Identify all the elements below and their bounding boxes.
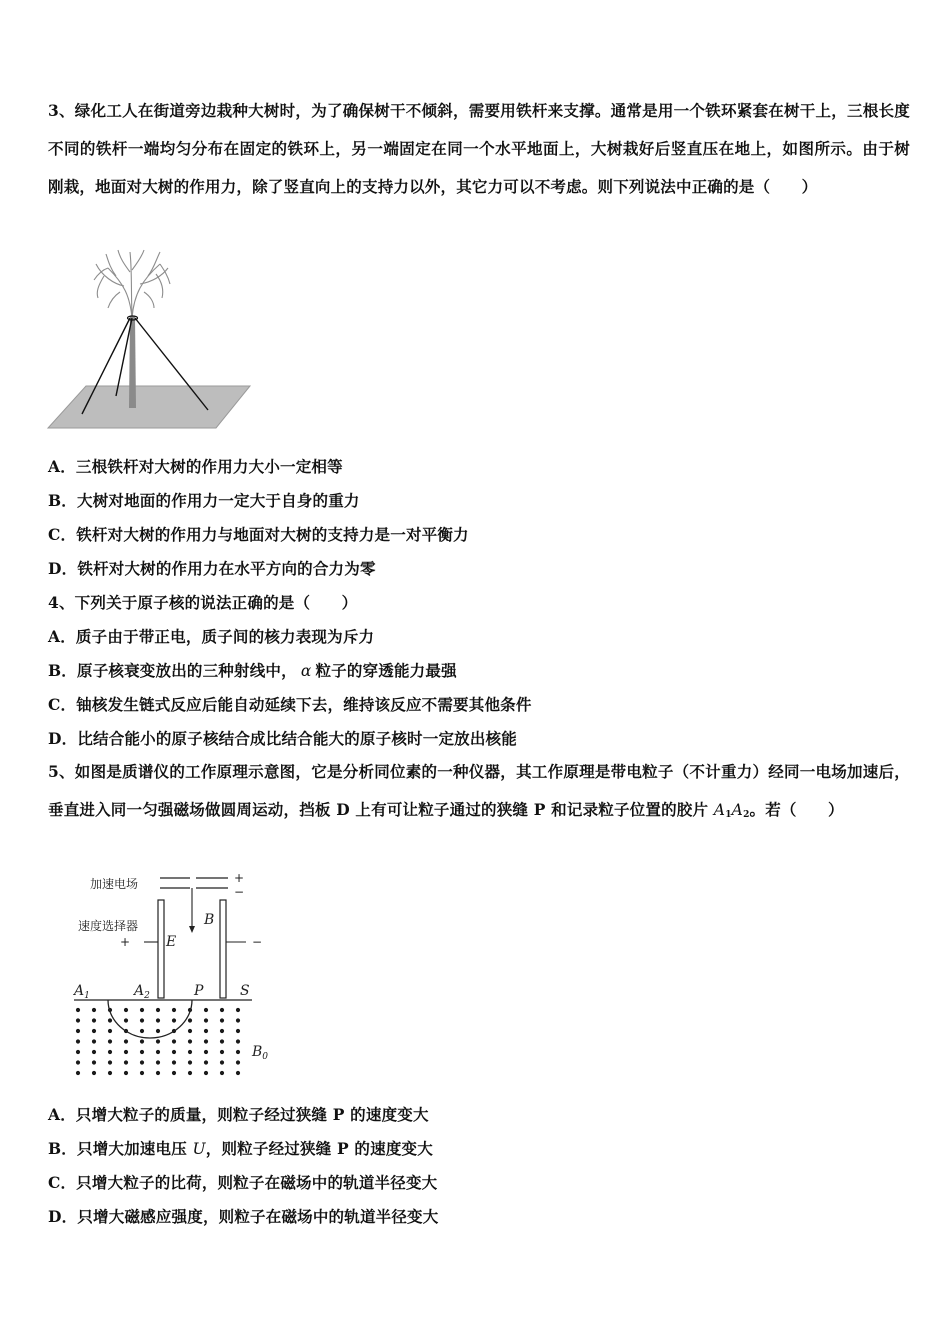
label-b0-sub: 0 — [262, 1052, 269, 1062]
field-dot — [188, 1071, 192, 1075]
field-dot — [140, 1029, 144, 1033]
magnetic-field-dots — [76, 1008, 240, 1075]
q4-option-a: A．质子由于带正电，质子间的核力表现为斥力 — [48, 627, 375, 646]
tree-support-figure — [44, 246, 254, 432]
field-dot — [124, 1071, 128, 1075]
field-dot — [220, 1029, 224, 1033]
selector-minus: − — [252, 935, 263, 949]
field-dot — [140, 1039, 144, 1043]
q5-option-b-prefix: B．只增大加速电压 — [48, 1139, 193, 1158]
film-a2-sub: 2 — [743, 810, 750, 820]
field-dot — [124, 1039, 128, 1043]
field-dot — [220, 1060, 224, 1064]
film-a2: A — [731, 801, 744, 819]
label-p: P — [194, 983, 204, 999]
field-dot — [108, 1050, 112, 1054]
field-dot — [92, 1029, 96, 1033]
field-dot — [220, 1039, 224, 1043]
field-dot — [108, 1029, 112, 1033]
field-dot — [76, 1071, 80, 1075]
field-dot — [156, 1018, 160, 1022]
q5-option-c: C．只增大粒子的比荷，则粒子在磁场中的轨道半径变大 — [48, 1173, 438, 1192]
q3-option-a: A．三根铁杆对大树的作用力大小一定相等 — [48, 457, 343, 476]
field-dot — [156, 1071, 160, 1075]
field-dot — [188, 1039, 192, 1043]
field-dot — [188, 1029, 192, 1033]
field-dot — [156, 1039, 160, 1043]
label-b0 — [251, 1044, 268, 1062]
field-dot — [204, 1060, 208, 1064]
field-dot — [220, 1018, 224, 1022]
mass-spectrometer-diagram — [68, 868, 278, 1080]
label-a1-sub: 1 — [84, 991, 90, 1001]
field-dot — [140, 1018, 144, 1022]
q4-option-b-suffix: 粒子的穿透能力最强 — [315, 661, 457, 680]
q5-stem-part1: 5、如图是质谱仪的工作原理示意图，它是分析同位素的一种仪器，其工作原理是带电粒子（不计重力）经同一电场加速后，垂直进入同一匀强磁场做圆周运动，挡板 D 上有可让粒子通过的狭缝 P 和记录粒子位置的胶片 — [48, 762, 910, 819]
field-dot — [236, 1008, 240, 1012]
label-a2-sub: 2 — [144, 991, 150, 1001]
field-dot — [172, 1008, 176, 1012]
voltage-u: U — [192, 1140, 206, 1158]
field-dot — [140, 1008, 144, 1012]
film-a1: A — [713, 801, 726, 819]
q5-option-b-suffix: ，则粒子经过狭缝 P 的速度变大 — [205, 1139, 433, 1158]
label-a2 — [132, 983, 150, 1001]
q5-stem-part2: 。若（ ） — [749, 800, 844, 819]
field-dot — [236, 1029, 240, 1033]
label-a1 — [72, 983, 90, 1001]
field-dot — [92, 1050, 96, 1054]
accel-minus: − — [234, 885, 245, 899]
field-dot — [140, 1060, 144, 1064]
question-3-stem: 3、绿化工人在街道旁边栽种大树时，为了确保树干不倾斜，需要用铁杆来支撑。通常是用一个铁环紧套在树干上，三根长度不同的铁杆一端均匀分布在固定的铁环上，另一端固定在同一个水平地面上，大树栽好后竖直压在地上，如图所示。由于树刚栽，地面对大树的作用力，除了竖直向上的支持力以外，其它力可以不考虑。则下列说法中正确的是（ ） — [48, 101, 910, 196]
q3-option-b: B．大树对地面的作用力一定大于自身的重力 — [48, 491, 360, 510]
question-5-stem — [48, 753, 910, 834]
q3-option-d: D．铁杆对大树的作用力在水平方向的合力为零 — [48, 559, 376, 578]
q4-option-c: C．铀核发生链式反应后能自动延续下去，维持该反应不需要其他条件 — [48, 695, 532, 714]
q4-option-b-prefix: B．原子核衰变放出的三种射线中， — [48, 661, 297, 680]
field-dot — [108, 1039, 112, 1043]
field-dot — [220, 1050, 224, 1054]
q3-option-c: C．铁杆对大树的作用力与地面对大树的支持力是一对平衡力 — [48, 525, 469, 544]
field-dot — [92, 1018, 96, 1022]
field-dot — [204, 1018, 208, 1022]
field-dot — [236, 1018, 240, 1022]
field-dot — [108, 1060, 112, 1064]
b-field-label: B — [204, 912, 215, 928]
field-dot — [156, 1060, 160, 1064]
field-dot — [140, 1071, 144, 1075]
alpha-symbol: α — [300, 662, 312, 680]
field-dot — [172, 1060, 176, 1064]
field-dot — [172, 1050, 176, 1054]
question-4-stem: 4、下列关于原子核的说法正确的是（ ） — [48, 593, 358, 612]
field-dot — [236, 1050, 240, 1054]
field-dot — [124, 1050, 128, 1054]
field-dot — [172, 1071, 176, 1075]
field-dot — [156, 1029, 160, 1033]
q4-option-d: D．比结合能小的原子核结合成比结合能大的原子核时一定放出核能 — [48, 729, 517, 748]
field-dot — [188, 1060, 192, 1064]
field-dot — [156, 1008, 160, 1012]
field-dot — [236, 1060, 240, 1064]
q5-option-b — [48, 1138, 433, 1160]
accel-field-label: 加速电场 — [90, 877, 139, 891]
field-dot — [172, 1018, 176, 1022]
field-dot — [108, 1018, 112, 1022]
field-dot — [220, 1008, 224, 1012]
field-dot — [220, 1071, 224, 1075]
field-dot — [156, 1050, 160, 1054]
field-dot — [76, 1008, 80, 1012]
label-a1-letter: A — [74, 983, 85, 999]
accel-plus: + — [234, 871, 245, 885]
label-s: S — [240, 983, 250, 999]
q4-option-b — [48, 660, 457, 682]
q5-option-a: A．只增大粒子的质量，则粒子经过狭缝 P 的速度变大 — [48, 1105, 429, 1124]
field-dot — [204, 1039, 208, 1043]
velocity-selector-label: 速度选择器 — [78, 919, 139, 933]
field-dot — [236, 1071, 240, 1075]
field-dot — [188, 1018, 192, 1022]
field-dot — [124, 1018, 128, 1022]
film-a1-sub: 1 — [725, 810, 732, 820]
field-dot — [204, 1050, 208, 1054]
e-field-label: E — [166, 934, 177, 950]
field-dot — [76, 1039, 80, 1043]
field-dot — [124, 1008, 128, 1012]
selector-plus: + — [120, 935, 131, 949]
field-dot — [204, 1029, 208, 1033]
field-dot — [172, 1039, 176, 1043]
field-dot — [76, 1018, 80, 1022]
field-dot — [76, 1029, 80, 1033]
field-dot — [124, 1060, 128, 1064]
field-dot — [92, 1008, 96, 1012]
field-dot — [92, 1039, 96, 1043]
field-dot — [140, 1050, 144, 1054]
field-dot — [204, 1008, 208, 1012]
field-dot — [108, 1071, 112, 1075]
field-dot — [76, 1060, 80, 1064]
field-dot — [188, 1050, 192, 1054]
field-dot — [92, 1071, 96, 1075]
field-dot — [76, 1050, 80, 1054]
field-dot — [204, 1071, 208, 1075]
field-dot — [236, 1039, 240, 1043]
field-dot — [92, 1060, 96, 1064]
q5-option-d: D．只增大磁感应强度，则粒子在磁场中的轨道半径变大 — [48, 1207, 439, 1226]
label-a2-letter: A — [134, 983, 145, 999]
label-b0-letter: B — [252, 1044, 263, 1060]
